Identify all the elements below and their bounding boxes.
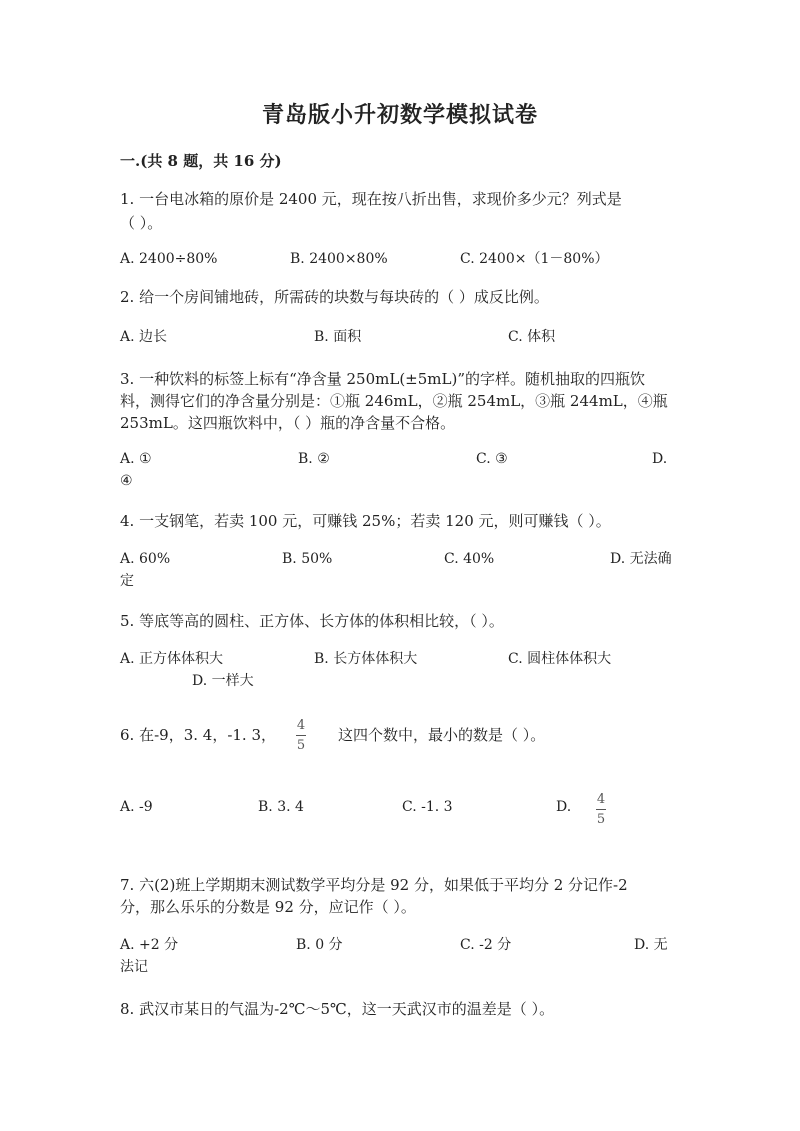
question-3-option-a[interactable]: A. ① xyxy=(120,451,152,467)
question-4-line-1: 4. 一支钢笔，若卖 100 元，可赚钱 25%；若卖 120 元，则可赚钱（ ）。 xyxy=(120,512,611,530)
question-4-option-b[interactable]: B. 50% xyxy=(282,551,333,567)
question-4-option-c[interactable]: C. 40% xyxy=(444,551,495,567)
question-5-option-c[interactable]: C. 圆柱体体积大 xyxy=(508,651,612,667)
question-4-option-d-cont[interactable]: 定 xyxy=(120,573,134,589)
question-1-line-1: 1. 一台电冰箱的原价是 2400 元，现在按八折出售，求现价多少元？列式是 xyxy=(120,190,622,208)
fraction-bar xyxy=(596,809,606,810)
question-1-line-2: （ ）。 xyxy=(120,214,163,232)
question-7-line-1: 7. 六(2)班上学期期末测试数学平均分是 92 分，如果低于平均分 2 分记作-2 xyxy=(120,876,628,894)
section-heading: 一.(共 8 题，共 16 分) xyxy=(120,152,282,170)
question-7-option-c[interactable]: C. -2 分 xyxy=(460,937,512,953)
question-5-option-b[interactable]: B. 长方体体积大 xyxy=(314,651,418,667)
question-3-option-d-value[interactable]: ④ xyxy=(120,473,133,489)
question-1-option-a[interactable]: A. 2400÷80% xyxy=(120,251,218,267)
fraction-numerator: 4 xyxy=(596,792,606,807)
question-1-option-c[interactable]: C. 2400×（1－80%） xyxy=(460,251,609,267)
question-3-option-d[interactable]: D. xyxy=(652,451,668,467)
question-4-option-d[interactable]: D. 无法确 xyxy=(610,551,672,567)
question-5-line-1: 5. 等底等高的圆柱、正方体、长方体的体积相比较，（ ）。 xyxy=(120,612,504,630)
question-3-option-c[interactable]: C. ③ xyxy=(476,451,508,467)
fraction-bar xyxy=(296,735,306,736)
question-6-option-c[interactable]: C. -1. 3 xyxy=(402,799,453,815)
question-5-option-a[interactable]: A. 正方体体积大 xyxy=(120,651,224,667)
question-4-option-a[interactable]: A. 60% xyxy=(120,551,171,567)
question-3-line-3: 253mL。这四瓶饮料中，（ ）瓶的净含量不合格。 xyxy=(120,414,456,432)
question-6-option-d[interactable]: D. xyxy=(556,799,572,815)
question-2-line-1: 2. 给一个房间铺地砖，所需砖的块数与每块砖的（ ）成反比例。 xyxy=(120,288,549,306)
page-title: 青岛版小升初数学模拟试卷 xyxy=(261,102,538,128)
question-7-line-2: 分，那么乐乐的分数是 92 分，应记作（ ）。 xyxy=(120,898,416,916)
question-2-option-a[interactable]: A. 边长 xyxy=(120,329,168,345)
question-3-line-2: 料，测得它们的净含量分别是：①瓶 246mL，②瓶 254mL，③瓶 244mL，④瓶 xyxy=(120,392,668,410)
question-8-line-1: 8. 武汉市某日的气温为-2℃～5℃，这一天武汉市的温差是（ ）。 xyxy=(120,1000,555,1018)
question-6-line-1b: 这四个数中，最小的数是（ ）。 xyxy=(338,726,546,744)
question-6-option-a[interactable]: A. -9 xyxy=(120,799,153,815)
fraction-denominator: 5 xyxy=(596,812,606,827)
question-1-option-b[interactable]: B. 2400×80% xyxy=(290,251,388,267)
question-2-option-c[interactable]: C. 体积 xyxy=(508,329,556,345)
question-7-option-d[interactable]: D. 无 xyxy=(634,937,668,953)
question-6-option-d-fraction[interactable] xyxy=(596,792,606,827)
question-6-option-b[interactable]: B. 3. 4 xyxy=(258,799,304,815)
question-7-option-a[interactable]: A. +2 分 xyxy=(120,937,179,953)
question-3-option-b[interactable]: B. ② xyxy=(298,451,330,467)
question-5-option-d[interactable]: D. 一样大 xyxy=(192,673,254,689)
fraction-numerator: 4 xyxy=(296,718,306,733)
question-2-option-b[interactable]: B. 面积 xyxy=(314,329,362,345)
question-3-line-1: 3. 一种饮料的标签上标有“净含量 250mL(±5mL)”的字样。随机抽取的四瓶饮 xyxy=(120,370,646,388)
question-6-line-1a: 6. 在-9，3. 4，-1. 3， xyxy=(120,726,277,744)
question-7-option-b[interactable]: B. 0 分 xyxy=(296,937,343,953)
fraction-denominator: 5 xyxy=(296,738,306,753)
question-6-fraction xyxy=(296,718,306,753)
question-7-option-d-cont[interactable]: 法记 xyxy=(120,959,148,975)
